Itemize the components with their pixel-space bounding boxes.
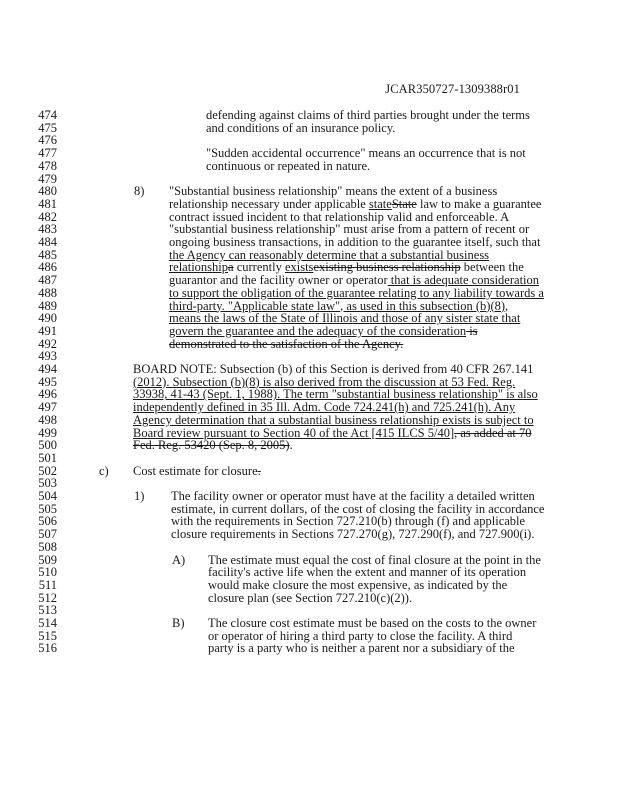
line-number: 482 <box>38 209 57 224</box>
text-run: The facility owner or operator must have at the facility a detailed written <box>171 489 535 503</box>
line-number: 510 <box>38 565 57 580</box>
deleted-text: is <box>466 323 478 338</box>
line-number: 489 <box>38 298 57 313</box>
text-run: would make closure the most expensive, as indicated by the <box>208 577 508 592</box>
line-number: 502 <box>38 463 57 478</box>
text-run: guarantor and the facility owner or operator <box>169 273 388 288</box>
inserted-text: the Agency can reasonably determine that a substantial business <box>169 247 490 262</box>
line-number: 474 <box>38 108 57 122</box>
inserted-text: means the laws of the State of Illinois and those of any sister state that <box>169 311 521 326</box>
line-number: 487 <box>38 273 57 288</box>
inserted-text: that is adequate consideration <box>387 273 540 288</box>
line-number: 503 <box>38 476 57 491</box>
text-run: The closure cost estimate must be based on the costs to the owner <box>208 616 537 630</box>
line-number: 507 <box>38 527 57 542</box>
page-header-doc-id: JCAR350727-1309388r01 <box>385 82 520 96</box>
text-run: or operator of hiring a third party to close the facility. A third <box>208 628 513 643</box>
line-text <box>133 438 293 452</box>
text-run: with the requirements in Section 727.210(b) through (f) and applicable <box>171 514 526 529</box>
line-number: 505 <box>38 501 57 516</box>
line-number: 493 <box>38 349 57 364</box>
text-run: Cost estimate for closure <box>133 463 258 478</box>
deleted-text: . <box>257 463 261 478</box>
line-number: 515 <box>38 628 57 643</box>
line-number: 479 <box>38 171 57 186</box>
text-run: facility's active life when the extent and manner of its operation <box>208 565 527 580</box>
line-number: 488 <box>38 285 57 300</box>
line-text <box>171 527 534 541</box>
line-text <box>208 591 412 605</box>
line-number: 476 <box>38 133 57 148</box>
line-number: 509 <box>38 552 57 567</box>
inserted-text: govern the guarantee and the adequacy of the consideration <box>169 323 467 338</box>
text-run: . <box>289 438 293 453</box>
line-number: 508 <box>38 539 57 554</box>
line-number: 490 <box>38 311 57 326</box>
line-text <box>206 159 370 173</box>
line-number: 511 <box>38 577 57 592</box>
line-text <box>208 641 515 655</box>
subsection-label: 8) <box>134 184 145 199</box>
line-number: 506 <box>38 514 57 529</box>
line-number: 499 <box>38 425 57 440</box>
deleted-text: a <box>228 260 234 275</box>
text-run: law to make a guarantee <box>416 196 542 211</box>
text-run: between the <box>460 260 524 275</box>
line-number: 501 <box>38 450 57 465</box>
deleted-text: State <box>391 196 417 211</box>
text-run: "substantial business relationship" must arise from a pattern of recent or <box>169 222 530 237</box>
text-run: "Sudden accidental occurrence" means an occurrence that is not <box>206 146 526 161</box>
inserted-text: independently defined in 35 Ill. Adm. Code 724.241(h) and 725.241(h). Any <box>133 400 516 415</box>
line-number: 486 <box>38 260 57 275</box>
line-number: 512 <box>38 590 57 605</box>
subsection-label: B) <box>172 616 185 630</box>
deleted-text: existing business relationship <box>313 260 461 275</box>
deleted-text: Fed. Reg. 53420 (Sep. 8, 2005) <box>133 438 290 453</box>
inserted-text: third-party. "Applicable state law", as used in this subsection (b)(8), <box>169 298 509 313</box>
line-number: 497 <box>38 400 57 415</box>
line-number: 478 <box>38 158 57 173</box>
inserted-text: relationship <box>169 260 229 275</box>
inserted-text: exists <box>284 260 314 275</box>
deleted-text: demonstrated to the satisfaction of the Agency. <box>169 336 404 351</box>
line-number: 504 <box>38 489 57 503</box>
text-run: estimate, in current dollars, of the cost of closing the facility in accordance <box>171 501 545 516</box>
line-number: 485 <box>38 247 57 262</box>
line-number: 513 <box>38 603 57 618</box>
inserted-text: Agency determination that a substantial business relationship exists is subject to <box>133 412 534 427</box>
line-text <box>206 121 395 135</box>
inserted-text: (2012). Subsection (b)(8) is also derived from the discussion at 53 Fed. Reg. <box>133 374 516 389</box>
inserted-text: state <box>368 196 392 211</box>
line-number: 514 <box>38 616 57 630</box>
line-number: 492 <box>38 336 57 351</box>
text-run: relationship necessary under applicable <box>169 196 369 211</box>
line-number: 496 <box>38 387 57 402</box>
text-run: defending against claims of third parties brought under the terms <box>206 108 530 122</box>
line-number: 483 <box>38 222 57 237</box>
text-run: contract issued incident to that relationship valid and enforceable. A <box>169 209 510 224</box>
line-number: 516 <box>38 641 57 656</box>
subsection-label: A) <box>172 552 186 567</box>
text-run: closure requirements in Sections 727.270(g), 727.290(f), and 727.900(i). <box>171 527 535 542</box>
line-text <box>133 464 261 478</box>
text-run: BOARD NOTE: Subsection (b) of this Section is derived from 40 CFR 267.141 <box>133 362 534 376</box>
inserted-text: 33938, 41-43 (Sept. 1, 1988). The term "substantial business relationship" is also <box>133 387 538 402</box>
line-number: 477 <box>38 146 57 161</box>
text-run: ongoing business transactions, in addition to the guarantee itself, such that <box>169 235 541 249</box>
inserted-text: Board review pursuant to Section 40 of the Act [415 ILCS 5/40] <box>133 425 455 440</box>
text-run: The estimate must equal the cost of final closure at the point in the <box>208 552 541 567</box>
text-run: party is a party who is neither a parent nor a subsidiary of the <box>208 641 515 656</box>
line-number: 480 <box>38 184 57 199</box>
line-number: 498 <box>38 412 57 427</box>
inserted-text: to support the obligation of the guarantee relating to any liability towards a <box>169 285 544 300</box>
line-number: 500 <box>38 438 57 453</box>
text-run: "Substantial business relationship" means the extent of a business <box>169 184 498 199</box>
text-run: and conditions of an insurance policy. <box>206 120 396 135</box>
line-number: 481 <box>38 196 57 211</box>
line-number: 475 <box>38 120 57 135</box>
line-number: 495 <box>38 374 57 389</box>
line-number: 494 <box>38 362 57 376</box>
deleted-text: , as added at 70 <box>454 425 532 440</box>
line-number: 484 <box>38 235 57 249</box>
text-run: continuous or repeated in nature. <box>206 158 371 173</box>
text-run: closure plan (see Section 727.210(c)(2)). <box>208 590 413 605</box>
line-number: 491 <box>38 323 57 338</box>
subsection-label: 1) <box>134 489 145 503</box>
line-text <box>169 337 403 351</box>
text-run: currently <box>233 260 285 275</box>
subsection-label: c) <box>99 463 109 478</box>
